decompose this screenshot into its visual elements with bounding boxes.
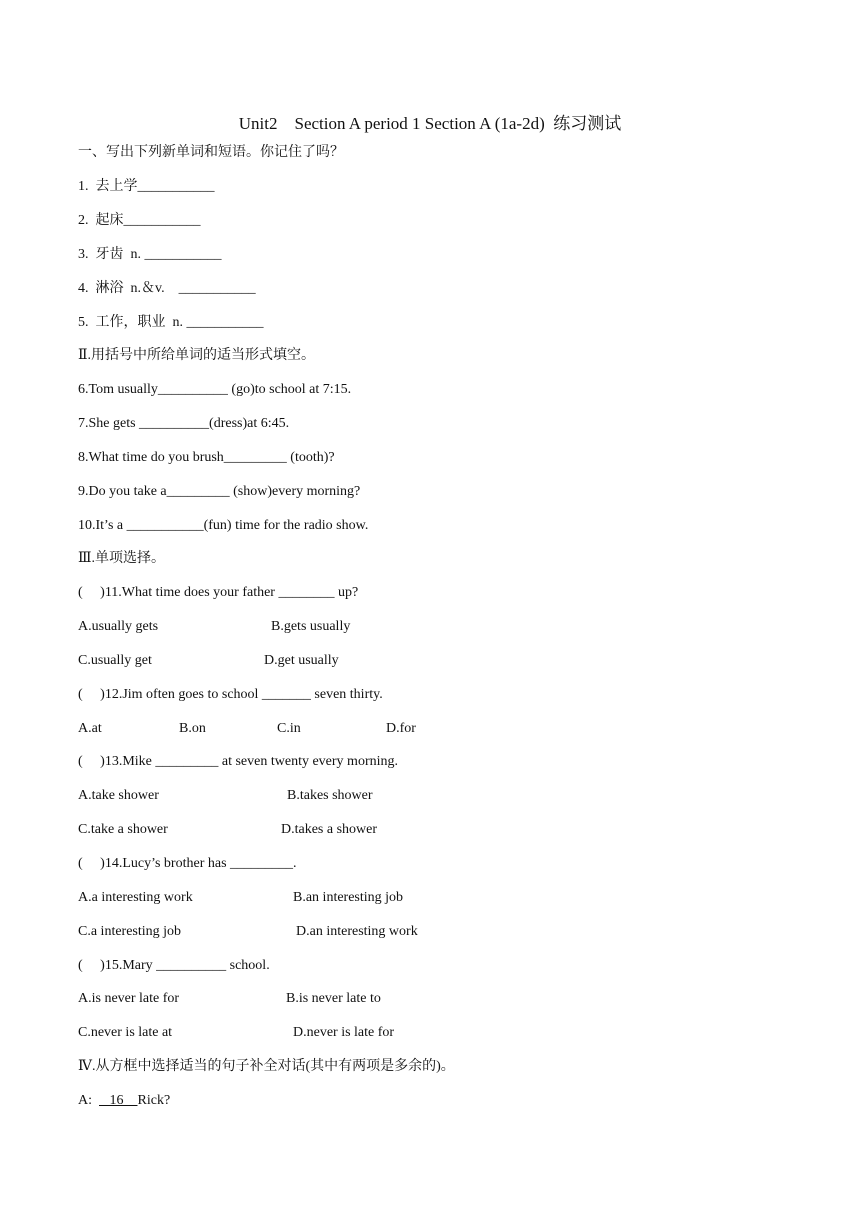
page-title: Unit2 Section A period 1 Section A (1a-2d) 练习测试 — [238, 114, 622, 133]
vocab-item-5: 5. 工作，职业 n. ___________ — [78, 315, 264, 330]
vocab-item-2: 2. 起床___________ — [78, 213, 201, 228]
q14-option-d: D.an interesting work — [296, 924, 418, 939]
q14-option-c: C.a interesting job — [78, 924, 182, 939]
fill-item-8: 8.What time do you brush_________ (tooth)? — [78, 450, 335, 465]
vocab-item-3: 3. 牙齿 n. ___________ — [78, 247, 222, 262]
part1-heading: 一、写出下列新单词和短语。你记住了吗？ — [78, 145, 344, 160]
question-14: ( )14.Lucy’s brother has _________. — [78, 856, 297, 871]
dialog-text: Rick? — [137, 1093, 171, 1108]
fill-item-9: 9.Do you take a_________ (show)every morning? — [78, 484, 361, 499]
dialog-line-a — [78, 1091, 170, 1111]
q15-option-c: C.never is late at — [78, 1025, 173, 1040]
q13-option-d: D.takes a shower — [281, 822, 378, 837]
q15-option-d: D.never is late for — [293, 1025, 395, 1040]
q14-option-a: A.a interesting work — [78, 890, 193, 905]
fill-item-10: 10.It’s a ___________(fun) time for the radio show. — [78, 518, 369, 533]
q13-option-a: A.take shower — [78, 788, 159, 803]
question-13: ( )13.Mike _________ at seven twenty every morning. — [78, 754, 398, 769]
q12-option-a: A.at — [78, 721, 102, 736]
part2-heading: Ⅱ.用括号中所给单词的适当形式填空。 — [78, 348, 316, 363]
q11-option-a: A.usually gets — [78, 619, 159, 634]
q11-option-d: D.get usually — [264, 653, 339, 668]
q12-option-b: B.on — [179, 721, 206, 736]
q11-option-c: C.usually get — [78, 653, 152, 668]
fill-item-6: 6.Tom usually__________ (go)to school at 7:15. — [78, 382, 352, 397]
q11-option-b: B.gets usually — [271, 619, 351, 634]
q13-option-b: B.takes shower — [287, 788, 373, 803]
dialog-blank-16: 16 — [99, 1093, 138, 1108]
question-15: ( )15.Mary __________ school. — [78, 958, 270, 973]
fill-item-7: 7.She gets __________(dress)at 6:45. — [78, 416, 290, 431]
part3-heading: Ⅲ.单项选择。 — [78, 551, 166, 566]
q12-option-d: D.for — [386, 721, 416, 736]
vocab-item-4: 4. 淋浴 n.＆v. ___________ — [78, 281, 256, 296]
question-11: ( )11.What time does your father ________ up? — [78, 585, 359, 600]
q12-option-c: C.in — [277, 721, 301, 736]
dialog-speaker: A: — [78, 1093, 99, 1108]
q14-option-b: B.an interesting job — [293, 890, 404, 905]
q13-option-c: C.take a shower — [78, 822, 168, 837]
q15-option-a: A.is never late for — [78, 991, 180, 1006]
q15-option-b: B.is never late to — [286, 991, 381, 1006]
question-12: ( )12.Jim often goes to school _______ seven thirty. — [78, 687, 383, 702]
part4-heading: Ⅳ.从方框中选择适当的句子补全对话(其中有两项是多余的)。 — [78, 1059, 455, 1074]
vocab-item-1: 1. 去上学___________ — [78, 179, 215, 194]
